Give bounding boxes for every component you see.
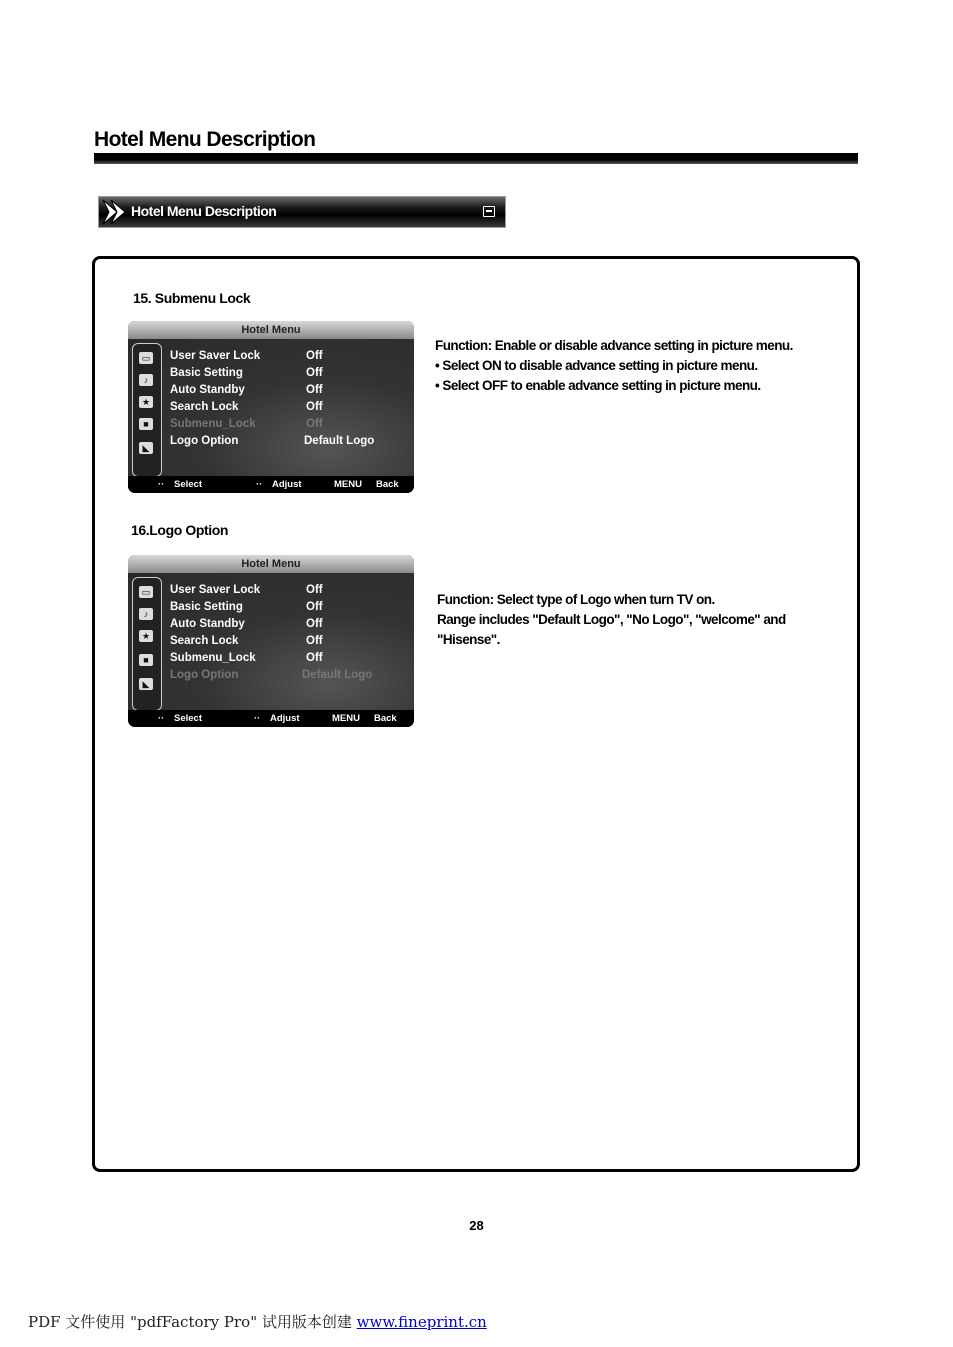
osd-row-logo-option [170,435,410,452]
channel-icon: ★ [139,396,153,408]
osd-row-search-lock [170,635,410,652]
osd-row-label: Logo Option [170,435,239,447]
setup-icon: ◣ [139,678,153,690]
setup-icon: ◣ [139,442,153,454]
osd-row-basic-setting [170,367,410,384]
sound-icon: ♪ [139,374,153,386]
osd-footer-menu: MENU [334,479,362,490]
leftright-arrows-icon: ·· [256,479,263,490]
description-line: • Select OFF to enable advance setting in picture menu. [435,378,761,393]
page-title: Hotel Menu Description [94,128,316,151]
picture-icon: ▭ [139,586,153,598]
osd-row-auto-standby [170,618,410,635]
osd-screenshot-logo-option [128,555,414,727]
osd-row-value: Off [306,401,323,413]
osd-row-logo-option [170,669,410,686]
osd-footer [128,476,414,493]
osd-footer-select: Select [174,713,202,724]
description-submenu-lock [435,336,835,396]
page-number: 28 [469,1218,484,1233]
osd-row-label: Logo Option [170,669,239,681]
osd-row-value: Off [306,584,323,596]
chevron-right-icon [101,198,129,226]
osd-row-basic-setting [170,601,410,618]
osd-row-value: Off [306,367,323,379]
osd-screenshot-submenu-lock [128,321,414,493]
item-heading-logo-option: 16.Logo Option [131,522,229,538]
osd-row-label: Search Lock [170,401,239,413]
osd-row-label: Basic Setting [170,367,243,379]
osd-footer [128,710,414,727]
osd-icon-bar [132,577,162,711]
title-rule [94,153,858,164]
osd-row-search-lock [170,401,410,418]
osd-footer-back: Back [376,479,399,490]
window-icon [483,206,495,217]
osd-icon-bar [132,343,162,477]
osd-footer-adjust: Adjust [272,479,302,490]
description-line: • Select ON to disable advance setting in picture menu. [435,358,758,373]
osd-row-label: Basic Setting [170,601,243,613]
description-line: Function: Enable or disable advance setting in picture menu. [435,338,793,353]
osd-row-label: Submenu_Lock [170,418,256,430]
section-banner [98,196,506,228]
osd-row-value: Off [306,652,323,664]
description-line: Range includes "Default Logo", "No Logo", "welcome" and "Hisense". [437,612,786,647]
watermark-link[interactable]: www.fineprint.cn [356,1313,487,1331]
osd-row-value: Default Logo [304,435,375,447]
osd-row-value: Off [306,601,323,613]
osd-row-user-saver-lock [170,350,410,367]
osd-row-value: Off [306,384,323,396]
osd-row-label: Search Lock [170,635,239,647]
item-heading-submenu-lock: 15. Submenu Lock [133,290,251,306]
osd-footer-back: Back [374,713,397,724]
lock-icon: ■ [139,654,153,666]
osd-footer-adjust: Adjust [270,713,300,724]
watermark-text: PDF 文件使用 "pdfFactory Pro" 试用版本创建 [28,1313,352,1331]
osd-row-auto-standby [170,384,410,401]
osd-footer-menu: MENU [332,713,360,724]
section-banner-title: Hotel Menu Description [131,203,277,219]
description-logo-option [437,590,837,650]
osd-row-value: Off [306,418,323,430]
osd-row-label: Auto Standby [170,618,245,630]
osd-row-user-saver-lock [170,584,410,601]
pdf-watermark [28,1311,487,1332]
picture-icon: ▭ [139,352,153,364]
osd-row-value: Off [306,618,323,630]
osd-row-label: Submenu_Lock [170,652,256,664]
osd-row-submenu-lock [170,418,410,435]
osd-row-label: User Saver Lock [170,584,261,596]
osd-row-label: Auto Standby [170,384,245,396]
sound-icon: ♪ [139,608,153,620]
osd-row-submenu-lock [170,652,410,669]
channel-icon: ★ [139,630,153,642]
osd-row-value: Default Logo [302,669,373,681]
description-line: Function: Select type of Logo when turn TV on. [437,592,715,607]
lock-icon: ■ [139,418,153,430]
leftright-arrows-icon: ·· [254,713,261,724]
osd-header: Hotel Menu [128,321,414,339]
osd-row-value: Off [306,350,323,362]
osd-row-value: Off [306,635,323,647]
osd-header: Hotel Menu [128,555,414,573]
updown-arrows-icon: ·· [158,713,165,724]
osd-footer-select: Select [174,479,202,490]
osd-row-label: User Saver Lock [170,350,261,362]
updown-arrows-icon: ·· [158,479,165,490]
